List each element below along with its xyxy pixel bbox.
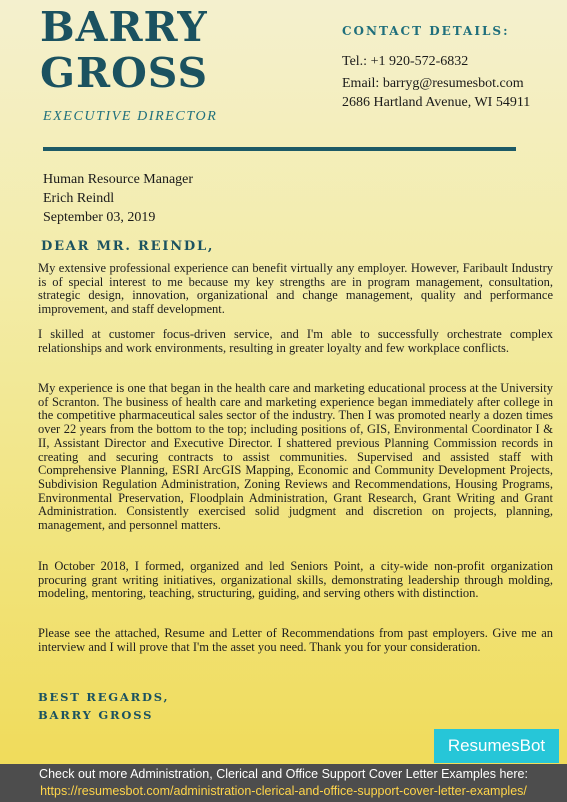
body-paragraph-3: My experience is one that began in the health care and marketing educational process at the University of Scranton. The business of health care and marketing experience began immediately after college in the competitive pharmaceutical sales sector of the industry. Then I was promoted nearly a dozen times over 22 years from the bottom to the top; including positions of, GIS, Environmental Coordinator I & II, Assistant Director and Executive Director. I shattered previous Planning Commission records in creating and securing contracts to assist communities. Supervised and assisted staff with Comprehensive Planning, ESRI ArcGIS Mapping, Economic and Community Development Projects, Subdivision Regulation Administration, Zoning Reviews and Recommendations, Housing Programs, Environmental Preservation, Floodplain Administration, Grant Research, Grant Writing and Grant Administration. Consistently exercised solid judgment and discretion on projects, planning, management, and personnel matters. — [38, 381, 553, 533]
body-paragraph-2: I skilled at customer focus-driven service, and I'm able to successfully orchestrate complex relationships and work environments, resulting in greater loyalty and few workplace conflicts. — [38, 327, 553, 355]
body-paragraph-4: In October 2018, I formed, organized and led Seniors Point, a city-wide non-profit organization procuring grant writing initiatives, organizational skills, demonstrating leadership through molding, modeling, mentoring, teaching, structuring, guiding, and serving others with distinction. — [38, 559, 553, 601]
header-divider — [43, 147, 516, 151]
closing-name: BARRY GROSS — [38, 708, 154, 722]
contact-heading: CONTACT DETAILS: — [342, 24, 510, 38]
closing-regards: BEST REGARDS, — [38, 690, 170, 704]
job-title: EXECUTIVE DIRECTOR — [43, 109, 218, 124]
recipient-name: Erich Reindl — [43, 191, 115, 206]
contact-phone: Tel.: +1 920-572-6832 — [342, 54, 469, 69]
banner-text: Check out more Administration, Clerical and Office Support Cover Letter Examples here: — [39, 767, 528, 781]
letter-date: September 03, 2019 — [43, 210, 156, 225]
promo-banner — [0, 764, 567, 802]
body-paragraph-5: Please see the attached, Resume and Letter of Recommendations from past employers. Give me an interview and I will prove that I'm the asset you need. Thank you for your consideration. — [38, 626, 553, 654]
applicant-name — [40, 4, 208, 96]
name-last: GROSS — [40, 49, 209, 97]
name-first: BARRY — [40, 3, 208, 51]
body-paragraph-1: My extensive professional experience can benefit virtually any employer. However, Faribault Industry is of special interest to me because my key strengths are in program management, consultation, strategic design, innovation, organizational and change management, quality and performance improvement, and staff development. — [38, 261, 553, 317]
banner-link[interactable]: https://resumesbot.com/administration-clerical-and-office-support-cover-letter-examples/ — [40, 784, 527, 798]
contact-email: Email: barryg@resumesbot.com — [342, 76, 524, 91]
resumesbot-logo[interactable]: ResumesBot — [434, 729, 559, 763]
recipient-title: Human Resource Manager — [43, 172, 194, 187]
contact-address: 2686 Hartland Avenue, WI 54911 — [342, 95, 531, 110]
salutation: DEAR MR. REINDL, — [41, 239, 215, 254]
